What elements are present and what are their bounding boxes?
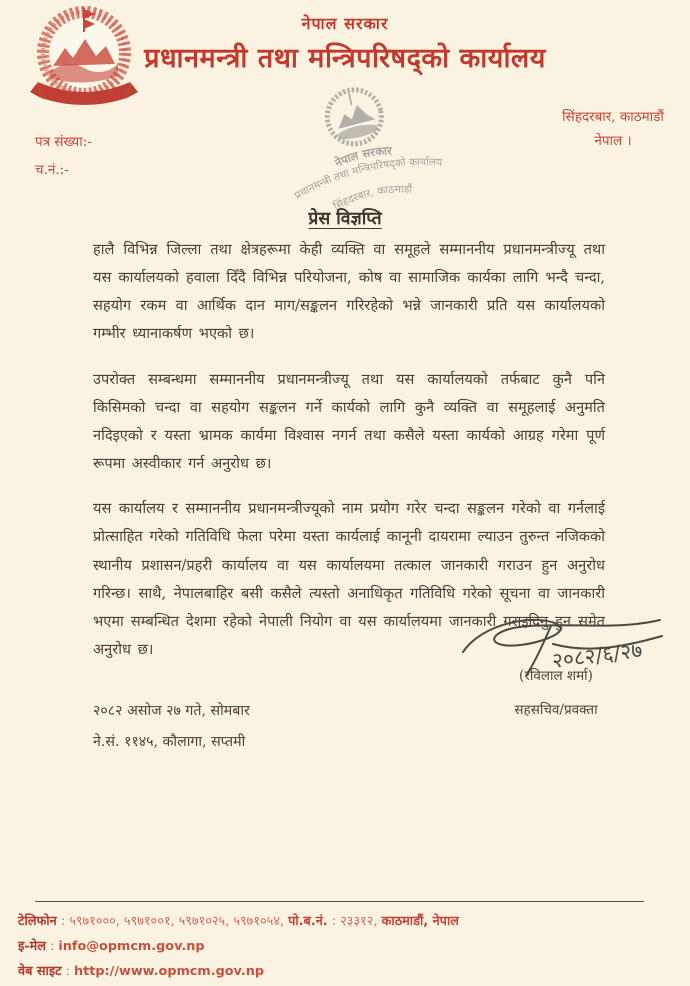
address-line-1: सिंहदरबार, काठमाडौं	[562, 109, 664, 125]
stamp-line-3: सिंहदरबार, काठमाडौं	[331, 183, 413, 213]
paragraph-2: उपरोक्त सम्बन्धमा सम्माननीय प्रधानमन्त्रीज्यू तथा यस कार्यालयको तर्फबाट कुनै पनि किसिमको चन्दा वा सहयोग सङ्कलन गर्ने कार्यको लागि कुनै व्यक्ति वा समूहलाई अनुमति नदिइएको र यस्ता भ्रामक कार्यमा विश्वास नगर्न तथा कसैले यस्ता कार्यको आग्रह गरेमा पूर्ण रूपमा अस्वीकार गर्न अनुरोध छ।	[93, 370, 605, 473]
footer-divider	[35, 901, 644, 902]
telephone-label: टेलिफोन	[18, 914, 57, 929]
website-value: http://www.opmcm.gov.np	[74, 963, 264, 979]
press-release-title: प्रेस विज्ञप्ति	[308, 209, 382, 229]
footer-telephone-row	[18, 910, 680, 935]
address-line-2: नेपाल ।	[594, 132, 632, 149]
office-name: प्रधानमन्त्री तथा मन्त्रिपरिषद्को कार्यालय	[144, 43, 546, 74]
footer-location: काठमाडौं, नेपाल	[381, 914, 459, 929]
po-box-colon: :	[331, 914, 337, 929]
stamp-line-2: प्रधानमन्त्री तथा मन्त्रिपरिषद्को कार्यालय	[292, 156, 443, 202]
website-colon: :	[65, 963, 70, 979]
date-line-ns: ने.सं. ११४५, कौलागा, सप्तमी	[93, 734, 246, 751]
ref-no-label: पत्र संख्या:-	[35, 134, 92, 150]
telephone-numbers: ५९७१०००, ५९७१००१, ५९७१०२५, ५९७१०५४,	[69, 914, 284, 929]
signatory-name: (रविलाल शर्मा)	[519, 668, 593, 684]
date-line-bs: २०८२ असोज २७ गते, सोमबार	[93, 703, 250, 719]
email-value: info@opmcm.gov.np	[58, 938, 205, 954]
signature-handwritten-date: २०८२/६/२७	[550, 638, 644, 673]
telephone-colon: :	[60, 914, 66, 929]
website-label: वेब साइट	[18, 963, 62, 979]
footer-contact-block	[18, 910, 680, 985]
email-label: इ-मेल	[18, 938, 46, 954]
dispatch-no-label: च.नं.:-	[35, 162, 69, 179]
office-stamp	[272, 80, 452, 220]
reference-block	[35, 128, 92, 185]
date-block	[93, 696, 250, 758]
email-colon: :	[50, 938, 55, 954]
office-address	[538, 106, 688, 153]
paragraph-3: यस कार्यालय र सम्माननीय प्रधानमन्त्रीज्यूको नाम प्रयोग गरेर चन्दा सङ्कलन गरेको वा गर्नलाई प्रोत्साहित गरेको गतिविधि फेला परेमा यस्ता कार्यलाई कानूनी दायरामा ल्याउन तुरुन्त नजिकको स्थानीय प्रशासन/प्रहरी कार्यालय वा यस कार्यालयमा तत्काल जानकारी गराउन हुन अनुरोध गरिन्छ। साथै, नेपालबाहिर बसी कसैले त्यस्तो अनाधिकृत गतिविधि गरेको सूचना वा जानकारी भएमा सम्बन्धित देशमा रहेको नेपाली नियोग वा यस कार्यालयमा जानकारी गराइदिनु हुन समेत अनुरोध छ।	[93, 500, 605, 659]
paragraph-1: हालै विभिन्न जिल्ला तथा क्षेत्रहरूमा केही व्यक्ति वा समूहले सम्माननीय प्रधानमन्त्रीज्यू तथा यस कार्यालयको हवाला दिँदै विभिन्न परियोजना, कोष वा सामाजिक कार्यका लागि भन्दै चन्दा, सहयोग रकम वा आर्थिक दान माग/सङ्कलन गरिरहेको भन्ने जानकारी प्रति यस कार्यालयको गम्भीर ध्यानाकर्षण भएको छ।	[93, 241, 605, 343]
government-name: नेपाल सरकार	[301, 14, 389, 33]
footer-email-row	[18, 935, 680, 960]
po-box-label: पो.ब.नं.	[288, 914, 328, 929]
po-box-value: २३३१२,	[340, 914, 378, 929]
signatory-designation: सहसचिव/प्रवक्ता	[514, 702, 598, 718]
stamp-line-1: नेपाल सरकार	[332, 143, 392, 170]
footer-website-row	[18, 960, 680, 985]
